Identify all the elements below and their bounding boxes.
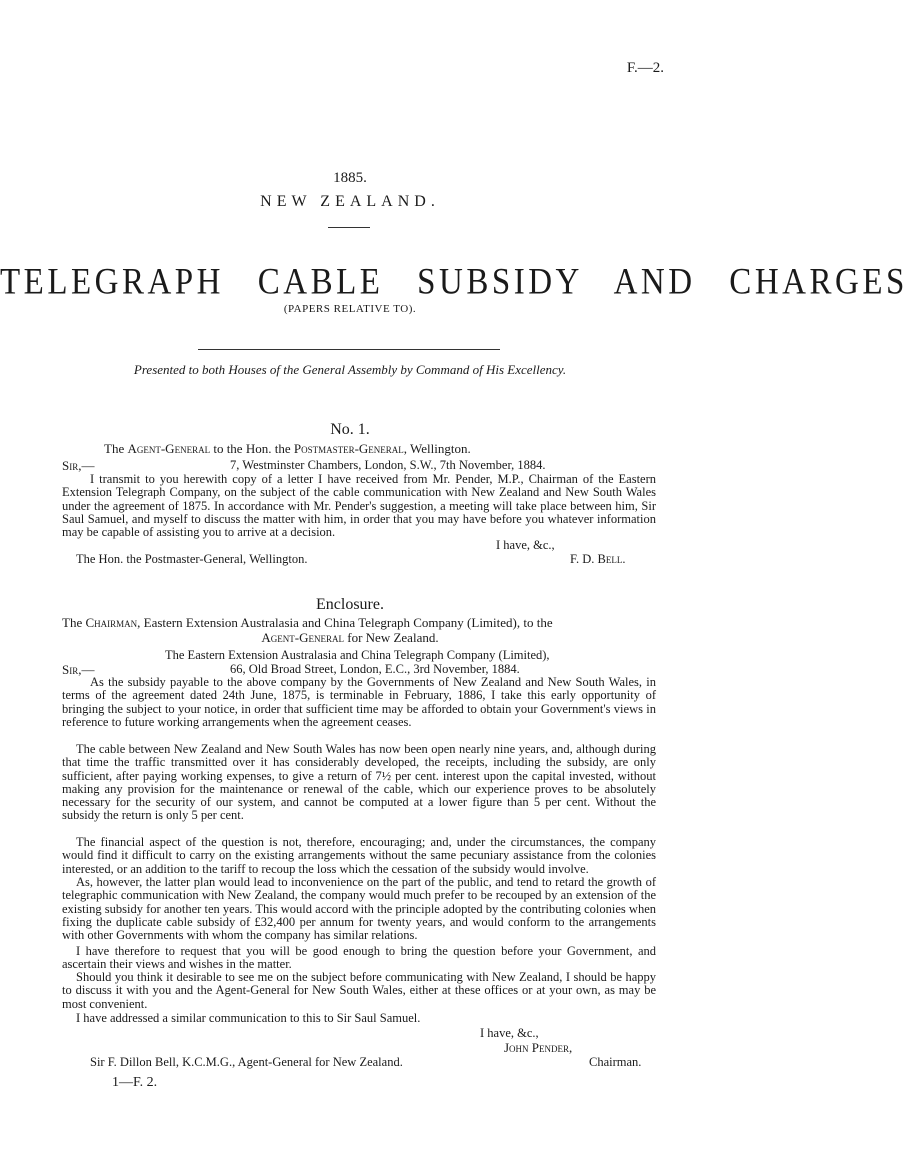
signature-surname: Bell.	[597, 552, 626, 566]
heading-sender: Agent-General	[127, 441, 211, 456]
enclosure-paragraph-5: I have therefore to request that you will be good enough to bring the question before your Government, and ascertain their views and wishes in the matter.	[62, 944, 656, 972]
divider-short	[328, 227, 370, 228]
enclosure-prefix: The	[62, 615, 86, 630]
letter-closing: I have, &c.,	[496, 538, 555, 552]
enclosure-sender: Chairman	[85, 615, 138, 630]
enclosure-paragraph-2: The cable between New Zealand and New South Wales has now been open nearly nine years, and, although during that time the traffic transmitted over it has considerably developed, the receipts, including the subsidy, are only sufficient, after paying working expenses, to give a return of 7½ per cent. interest upon the capital invested, without making any provision for the maintenance or renewal of the cable, which our experience proves to be absolutely necessary for the security of our system, and cannot be computed at a lower figure than 5 per cent. Without the subsidy the return is only 5 per cent.	[62, 742, 656, 823]
enclosure-to-line	[0, 630, 700, 646]
enclosure-heading: Enclosure.	[316, 596, 384, 613]
document-number: No. 1.	[330, 421, 370, 438]
enclosure-salutation: Sir,—	[62, 662, 95, 677]
letter-body: I transmit to you herewith copy of a letter I have received from Mr. Pender, M.P., Chairman of the Eastern Extension Telegraph Company, on the subject of the cable communication with New Zealand and New South Wales under the agreement of 1875. In accordance with Mr. Pender's suggestion, a meeting will take place between him, Sir Saul Samuel, and myself to discuss the matter with him, in order that you may have before you whatever information may be capable of assisting you to arrive at a decision.	[62, 472, 656, 540]
enclosure-recipient-line: Sir F. Dillon Bell, K.C.M.G., Agent-General for New Zealand.	[90, 1055, 403, 1069]
enclosure-paragraph-1: As the subsidy payable to the above company by the Governments of New Zealand and New South Wales, in terms of the agreement dated 24th June, 1875, is terminable in February, 1886, I take this early opportunity of bringing the subject to your notice, in order that sufficient time may be afforded to obtain your Government's views in reference to future working arrangements when the agreement ceases.	[62, 675, 656, 729]
salutation: Sir,—	[62, 458, 95, 473]
sheet-reference: 1—F. 2.	[112, 1075, 158, 1090]
enclosure-paragraph-7: I have addressed a similar communication to this to Sir Saul Samuel.	[76, 1011, 421, 1025]
letter-address-date: 7, Westminster Chambers, London, S.W., 7th November, 1884.	[230, 458, 546, 472]
enclosure-signature: John Pender,	[504, 1040, 573, 1055]
enclosure-closing: I have, &c.,	[480, 1026, 539, 1040]
heading-prefix: The	[104, 441, 128, 456]
enclosure-paragraph-3: The financial aspect of the question is not, therefore, encouraging; and, under the circumstances, the company would find it difficult to carry on the existing arrangements without the same pecuniary assistance from the colonies interested, or an addition to the tariff to recoup the loss which the cessation of the subsidy would involve.	[62, 835, 656, 876]
signature-initials: F. D.	[570, 552, 598, 566]
enclosure-paragraph-6: Should you think it desirable to see me on the subject before communicating with New Zealand, I should be happy to discuss it with you and the Agent-General for New South Wales, either at these offices or at your own, as may be most convenient.	[62, 970, 656, 1011]
enclosure-paragraph-4: As, however, the latter plan would lead to inconvenience on the part of the public, and tend to retard the growth of telegraphic communication with New Zealand, the company would much prefer to be recouped by an extension of the existing subsidy for another ten years. This would accord with the principle adopted by the contributing colonies when fixing the duplicate cable subsidy of £32,400 per annum for twenty years, and would conform to the arrangements with other Governments with whom the company has similar relations.	[62, 875, 656, 943]
page-reference: F.—2.	[626, 60, 664, 76]
enclosure-signature-title: Chairman.	[589, 1055, 642, 1069]
heading-recipient: Postmaster-General	[293, 441, 404, 456]
enclosure-address-date: 66, Old Broad Street, London, E.C., 3rd November, 1884.	[230, 662, 520, 676]
enclosure-company-line: The Eastern Extension Australasia and China Telegraph Company (Limited),	[165, 648, 550, 662]
heading-place: , Wellington.	[403, 441, 471, 456]
enclosure-recipient: Agent-General	[261, 630, 345, 645]
presented-line: Presented to both Houses of the General Assembly by Command of His Excellency.	[133, 362, 567, 377]
enclosure-sender-rest: , Eastern Extension Australasia and China Telegraph Company (Limited), to the	[137, 615, 553, 630]
divider-medium	[198, 349, 500, 350]
letter-recipient: The Hon. the Postmaster-General, Wellington.	[76, 552, 308, 566]
letter-heading	[104, 441, 471, 457]
enclosure-from-line	[62, 615, 553, 631]
enclosure-recipient-rest: for New Zealand.	[344, 630, 439, 645]
country-heading: NEW ZEALAND.	[260, 193, 440, 210]
heading-connector: to the Hon. the	[210, 441, 294, 456]
document-title: TELEGRAPH CABLE SUBSIDY AND CHARGES	[0, 262, 908, 303]
year: 1885.	[333, 170, 367, 186]
document-subtitle: (PAPERS RELATIVE TO).	[283, 303, 417, 315]
letter-signature	[570, 552, 625, 567]
